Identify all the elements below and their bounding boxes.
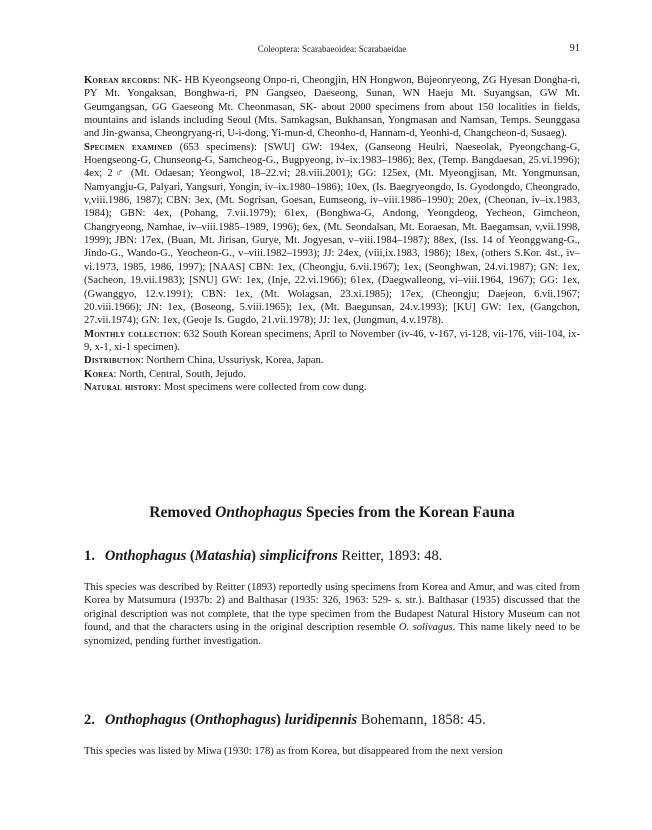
specimen-examined-label: Specimen examined	[84, 141, 173, 153]
species-records	[84, 74, 580, 394]
species-reference-italic: O. solivagus	[398, 622, 453, 634]
monthly-collection-text: : 632 South Korean specimens, April to November (iv-46, v-167, vi-128, vii-176, viii-104, ix-9, x-1, xi-1 specimen).	[84, 328, 581, 353]
korea-paragraph	[84, 368, 580, 381]
page-number: 91	[569, 43, 580, 54]
korea-text: : North, Central, South, Jejudo.	[113, 368, 246, 380]
distribution-text: : Northern China, Ussuriysk, Korea, Japan.	[140, 355, 324, 367]
natural-history-label: Natural history	[84, 381, 159, 393]
species-epithet: luridipennis	[284, 712, 358, 728]
distribution-label: Distribution	[84, 355, 141, 367]
species-heading-1: 1. Onthophagus (Matashia) simplicifrons Reitter, 1893: 48.	[84, 548, 443, 564]
specimen-examined-paragraph	[84, 141, 580, 328]
species-1-description: This species was described by Reitter (1893) reportedly using specimens from Korea and Amur, and was cited from Korea by Matsumura (1937b: 2) and Balthasar (1935: 326, 1963: 529- s. str.). Balthasar (1935) discussed that the original description was not complete, that the type specimen from the Budapest Natural History Museum can not found, and that the characters using in the original description resemble O. solivagus. This name likely need to be synomized, pending further investigation.	[84, 582, 580, 647]
species-author: Reitter, 1893: 48.	[337, 548, 443, 564]
korean-records-text: : NK- HB Kyeongseong Onpo-ri, Cheongjin, HN Hongwon, Bujeonryeong, ZG Hyesan Dongha-ri, PY Mt. Yongaksan, Bonghwa-ri, PN Gangseo, Daeseong, Sunan, WN Haeju Mt. Suyangsan, GW Mt. Geumgangsan, GG Gaeseong Mt. Cheonmasan, SK- about 2000 specimens from about 150 localities in fields, mountains and islands including Seoul (Mts. Samkagsan, Bukhansan, Yongmasan and Namsan, Temps. Seunggasa and Jin-gwansa, Cheongryang-ri, U-i-dong, Yi-mun-d, Cheonho-d, Hannam-d, Yeonhi-d, Changcheon-d, Susaeg).	[84, 75, 580, 140]
species-epithet: simplicifrons	[259, 548, 338, 564]
species-subgenus: Matashia	[194, 548, 252, 564]
korean-records-paragraph	[84, 74, 580, 141]
running-title: Coleoptera: Scarabaeoidea: Scarabaeidae	[257, 44, 407, 54]
natural-history-paragraph	[84, 381, 580, 394]
distribution-paragraph	[84, 354, 580, 367]
species-author: Bohemann, 1858: 45.	[357, 712, 486, 728]
natural-history-text: : Most specimens were collected from cow dung.	[158, 381, 367, 393]
monthly-collection-label: Monthly collection	[84, 328, 178, 340]
species-genus: Onthophagus	[104, 548, 187, 564]
korean-records-label: Korean records	[84, 75, 158, 86]
species-number: 2.	[84, 712, 95, 728]
species-number: 1.	[84, 548, 95, 564]
specimen-examined-text: (653 specimens): [SWU] GW: 194ex, (Ganseong Heulri, Naeseolak, Pyeongchang-G, Hoengseong-G, Chunseong-G, Samcheog-G., Bugpyeong, iv–ix.1983–1986); 8ex, (Temp. Bangdaesan, 25.vi.1996); 4ex; 2♂ (Mt. Odaesan; Yeongwol, 18–22.vi; 28.viii.2001); GG: 125ex, (Mt. Myeongjisan, Mt. Yongmunsan, Namyangju-G, Palyari, Yangsuri, Yongin, iv–ix.1980–1986); 10ex, (Is. Baegryeongdo, Is. Gyodongdo, Cheongrado, v,viii.1986, 1987); CBN: 3ex, (Mt. Sogrisan, Goesan, Eumseong, iv–viii.1986–1990); 20ex, (Cheonan, iv–ix.1983, 1984); GBN: 4ex, (Pohang, 7.vii.1979); 61ex, (Bonghwa-G, Andong, Yeongdeog, Yecheon, Gimcheon, Changryeong, Namhae, iv–viii.1985–1989, 1996); 6ex, (Mt. Seondalsan, Mt. Eoraesan, Mt. Baegamsan, v,vii.1998, 1999); JBN: 17ex, (Buan, Mt. Jirisan, Gurye, Mt. Jogyesan, v–viii.1984–1987); 88ex, (Iss. 14 of Yeonggwang-G., Jindo-G., Wando-G., Yeocheon-G., v–viii.1982–1993); JJ: 24ex, (viii,ix.1983, 1986); 18ex, (others S.Kor. 4st., iv–vi.1973, 1985, 1986, 1997); [NAAS] CBN: 1ex, (Cheongju, 6.vii.1967); 1ex, (Seonghwan, 24.vi.1987); GN: 1ex, (Sacheon, 19.vii.1983); [SNU] GW: 1ex, (Inje, 22.vi.1966); 61ex, (Daegwalleong, vi–viii.1964, 1967); GG: 1ex, (Gwanggyo, 12.v.1991); CBN: 1ex, (Mt. Wolagsan, 23.xi.1985); 17ex, (Cheongju; Daejeon, 6.vii.1967; 20.viii.1966); JN: 1ex, (Boseong, 5.viii.1965); 1ex, (Mt. Baegunsan, 24.v.1993); [KU] GW: 1ex, (Gangchon, 27.vii.1974); GN: 1ex, (Geoje Is. Gugdo, 21.vii.1978); JJ: 1ex, (Jungmun, 4.v.1978).	[84, 141, 580, 327]
section-title: Removed Onthophagus Species from the Korean Fauna	[149, 504, 515, 521]
korea-label: Korea	[84, 368, 114, 380]
species-subgenus: Onthophagus	[194, 712, 277, 728]
species-heading-2: 2. Onthophagus (Onthophagus) luridipennis Bohemann, 1858: 45.	[84, 712, 486, 728]
species-2-description: This species was listed by Miwa (1930: 178) as from Korea, but disappeared from the next version	[84, 746, 503, 757]
monthly-collection-paragraph	[84, 328, 580, 355]
species-genus: Onthophagus	[104, 712, 187, 728]
section-title-genus: Onthophagus	[215, 504, 303, 521]
